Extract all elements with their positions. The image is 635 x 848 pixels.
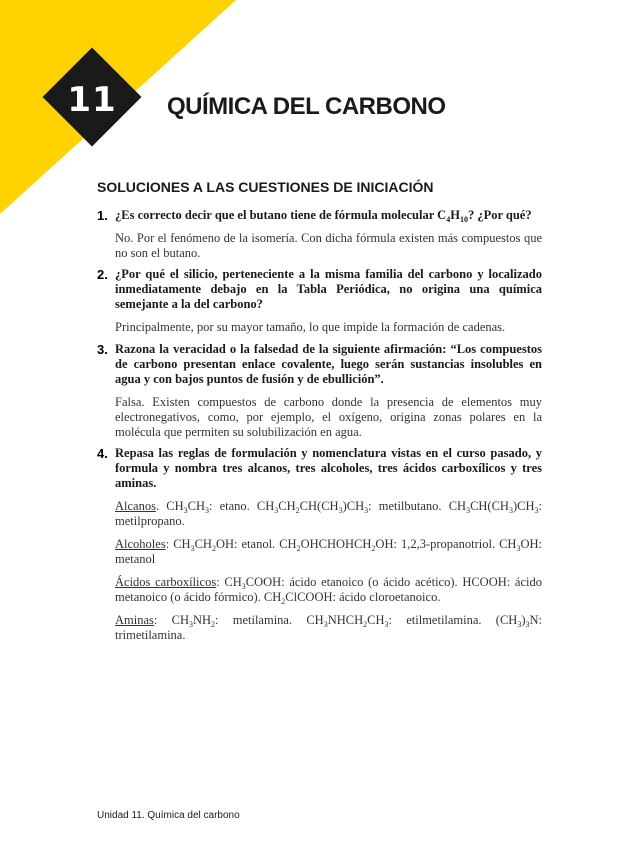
section-title: SOLUCIONES A LAS CUESTIONES DE INICIACIÓN bbox=[97, 179, 434, 195]
answer-aminas: Aminas: $CH_3NH_2$: metilamina. $CH_3NHCH_2CH_3$: etilmetilamina. $(CH_3)_3N$: trimetilamina. bbox=[115, 613, 542, 642]
answer-alcoholes: Alcoholes: $CH_3CH_2OH$: etanol. $CH_2OHCHOHCH_2OH$: 1,2,3-propanotriol. $CH_3OH$: metanol bbox=[115, 537, 542, 566]
chapter-number: 11 bbox=[67, 80, 117, 120]
page-footer: Unidad 11. Química del carbono bbox=[97, 810, 240, 821]
question-number: 3. bbox=[97, 342, 108, 357]
answer-acidos: Ácidos carboxílicos: $CH_3COOH$: ácido etanoico (o ácido acético). HCOOH: ácido metanoico (o ácido fórmico). $CH_2ClCOOH$: ácido cloroetanoico. bbox=[115, 575, 542, 606]
question-4 bbox=[97, 446, 542, 651]
question-text: ¿Es correcto decir que el butano tiene de fórmula molecular $C_4H_{10}$? ¿Por qué? bbox=[115, 208, 532, 224]
answer-text: No. Por el fenómeno de la isomería. Con dicha fórmula existen más compuestos que no son el butano. bbox=[115, 231, 542, 260]
question-number: 2. bbox=[97, 267, 108, 282]
answer-text bbox=[115, 499, 542, 643]
question-text: Repasa las reglas de formulación y nomenclatura vistas en el curso pasado, y formula y nombra tres alcanos, tres alcoholes, tres ácidos carboxílicos y tres aminas. bbox=[115, 446, 542, 490]
question-text: Razona la veracidad o la falsedad de la siguiente afirmación: “Los compuestos de carbono presentan enlace covalente, luego serán sustancias insolubles en agua y con bajos puntos de fusión y de ebullición”. bbox=[115, 342, 542, 386]
question-text: ¿Por qué el silicio, perteneciente a la misma familia del carbono y localizado inmediatamente debajo en la Tabla Periódica, no origina una química semejante a la del carbono? bbox=[115, 267, 542, 311]
question-number: 1. bbox=[97, 208, 108, 223]
question-1 bbox=[97, 208, 542, 269]
question-2 bbox=[97, 267, 542, 343]
question-3 bbox=[97, 342, 542, 448]
answer-text: Falsa. Existen compuestos de carbono donde la presencia de elementos muy electronegativos, como, por ejemplo, el oxígeno, origina zonas polares en la molécula que permiten su solubilización en agua. bbox=[115, 395, 542, 439]
answer-alcanos: Alcanos. $CH_3CH_3$: etano. $CH_3CH_2CH(CH_3)CH_3$: metilbutano. $CH_3CH(CH_3)CH_3$: metilpropano. bbox=[115, 499, 542, 528]
chapter-title: QUÍMICA DEL CARBONO bbox=[167, 93, 446, 120]
answer-text: Principalmente, por su mayor tamaño, lo que impide la formación de cadenas. bbox=[115, 320, 506, 334]
question-number: 4. bbox=[97, 446, 108, 461]
